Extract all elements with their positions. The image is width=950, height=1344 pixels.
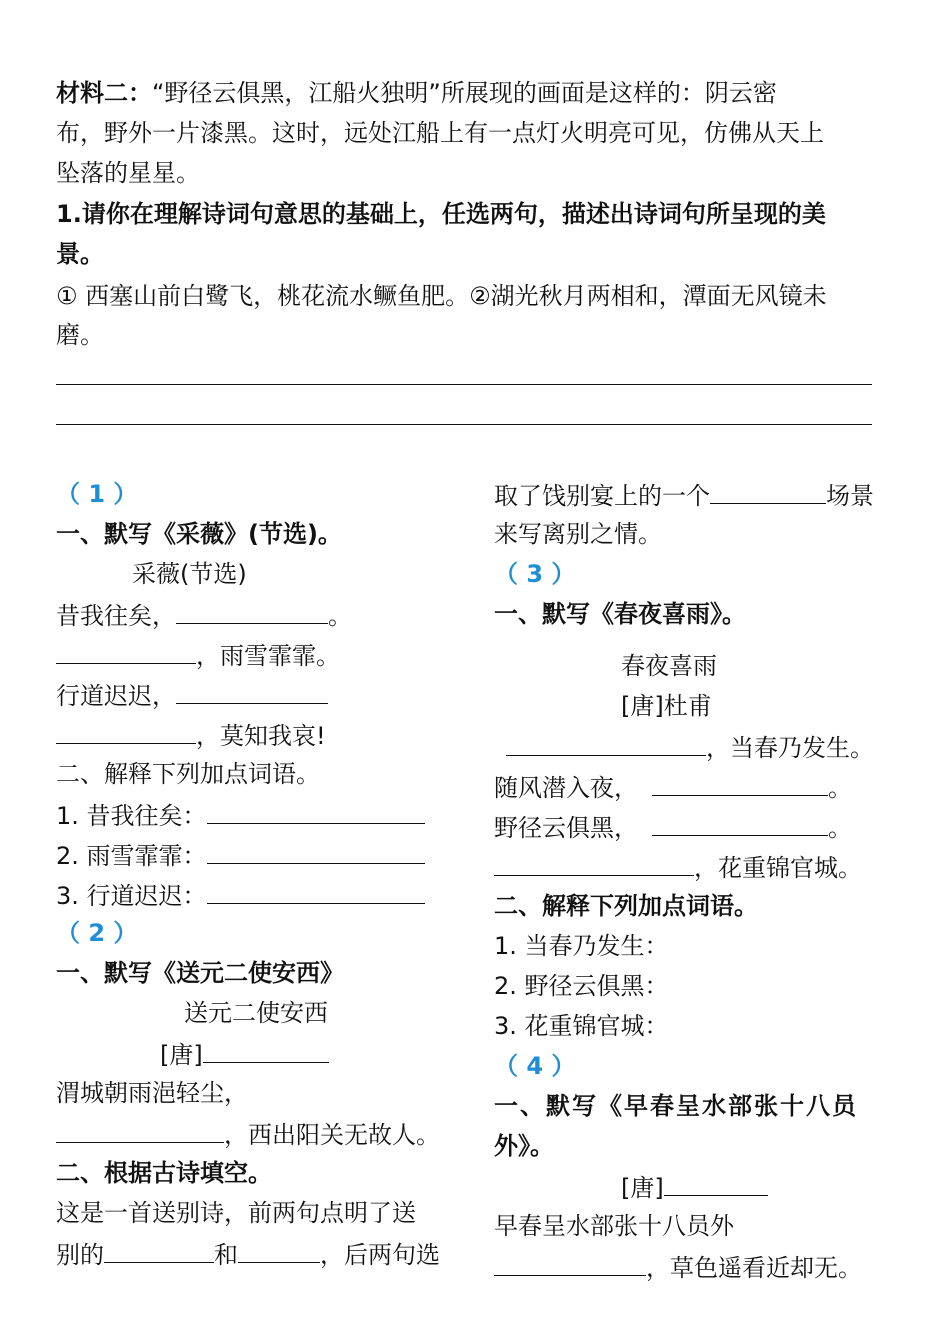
- explain-item: [56, 799, 425, 831]
- poem-text: 野径云俱黑，: [494, 814, 638, 842]
- fill-blank[interactable]: [710, 479, 826, 504]
- fill-blank[interactable]: [238, 1238, 320, 1263]
- paragraph-text: ，后两句选: [320, 1241, 440, 1269]
- fill-blank[interactable]: [652, 811, 828, 836]
- poem-author-line: [160, 1038, 329, 1070]
- fill-blank[interactable]: [56, 639, 196, 664]
- fill-blank[interactable]: [203, 1038, 329, 1063]
- poem-line: [494, 771, 852, 803]
- fill-blank[interactable]: [56, 1118, 224, 1143]
- paragraph-text: 别的: [56, 1241, 104, 1269]
- explain-label: 1. 昔我往矣：: [56, 802, 207, 830]
- section-2-heading-2: 二、根据古诗填空。: [56, 1159, 272, 1187]
- section-2-heading-1: 一、默写《送元二使安西》: [56, 959, 344, 987]
- fill-blank[interactable]: [176, 679, 328, 704]
- poem-line: [56, 1118, 440, 1150]
- fill-blank[interactable]: [176, 599, 328, 624]
- poem-text: 。: [328, 602, 352, 630]
- poem-text: 行道迟迟，: [56, 682, 176, 710]
- paragraph-line: 来写离别之情。: [494, 520, 662, 548]
- section-1-number: （ 1 ）: [56, 480, 138, 508]
- fill-blank[interactable]: [207, 879, 425, 904]
- poem-author: [唐]杜甫: [621, 692, 712, 720]
- explain-item: 3. 花重锦官城：: [494, 1012, 669, 1040]
- paragraph-text: 和: [214, 1241, 238, 1269]
- poem-line: [506, 731, 874, 763]
- material-line-2: 布，野外一片漆黑。这时，远处江船上有一点灯火明亮可见，仿佛从天上: [56, 119, 824, 147]
- poem-text: ，雨雪霏霏。: [196, 642, 340, 670]
- question-line-2: 景。: [56, 240, 104, 268]
- poem-text: 。: [828, 774, 852, 802]
- poem-text: ，花重锦官城。: [694, 854, 862, 882]
- section-1-heading-2: 二、解释下列加点词语。: [56, 760, 320, 788]
- fill-blank[interactable]: [207, 839, 425, 864]
- poem-text: ，西出阳关无故人。: [224, 1121, 440, 1149]
- material-line-3: 坠落的星星。: [56, 159, 200, 187]
- fill-blank[interactable]: [56, 719, 196, 744]
- paragraph-text: 场景: [826, 482, 874, 510]
- options-line-1: ① 西塞山前白鹭飞，桃花流水鳜鱼肥。②湖光秋月两相和，潭面无风镜未: [56, 282, 827, 310]
- poem-text: ，当春乃发生。: [706, 734, 874, 762]
- paragraph-line: [56, 1238, 440, 1270]
- section-3-number: （ 3 ）: [494, 560, 576, 588]
- section-4-heading-1-cont: 外》。: [494, 1132, 554, 1160]
- material-label: 材料二：: [56, 79, 152, 107]
- explain-item: [56, 839, 425, 871]
- poem-text: ，草色遥看近却无。: [646, 1254, 862, 1282]
- poem-line: 渭城朝雨浥轻尘，: [56, 1079, 248, 1107]
- poem-line: [494, 811, 852, 843]
- dynasty: [唐]: [621, 1174, 664, 1202]
- fill-blank[interactable]: [104, 1238, 214, 1263]
- explain-label: 3. 行道迟迟：: [56, 882, 207, 910]
- paragraph-line: [494, 479, 874, 511]
- section-4-number: （ 4 ）: [494, 1052, 576, 1080]
- options-line-2: 磨。: [56, 321, 104, 349]
- explain-label: 2. 雨雪霏霏：: [56, 842, 207, 870]
- poem-line: [56, 639, 340, 671]
- poem-title-zaochun: 早春呈水部张十八员外: [494, 1212, 734, 1240]
- fill-blank[interactable]: [494, 851, 694, 876]
- poem-line: [494, 851, 862, 883]
- section-4-heading-1: 一、默写《早春呈水部张十八员: [494, 1092, 858, 1120]
- question-line-1: 1.请你在理解诗词句意思的基础上，任选两句，描述出诗词句所呈现的美: [56, 200, 826, 228]
- poem-line: [56, 599, 352, 631]
- section-3-heading-2: 二、解释下列加点词语。: [494, 892, 758, 920]
- fill-blank[interactable]: [207, 799, 425, 824]
- poem-line: [56, 679, 328, 711]
- fill-blank[interactable]: [506, 731, 706, 756]
- poem-text: 。: [828, 814, 852, 842]
- paragraph-text: 取了饯别宴上的一个: [494, 482, 710, 510]
- material-line-1: [56, 78, 777, 108]
- explain-item: [56, 879, 425, 911]
- paragraph-line: 这是一首送别诗，前两句点明了送: [56, 1199, 416, 1227]
- poem-text: 昔我往矣，: [56, 602, 176, 630]
- poem-title-songyuaner: 送元二使安西: [184, 999, 328, 1027]
- explain-item: 1. 当春乃发生：: [494, 932, 669, 960]
- section-2-number: （ 2 ）: [56, 919, 138, 947]
- poem-line: [494, 1251, 862, 1283]
- poem-title-chunye: 春夜喜雨: [621, 652, 717, 680]
- material-text-1: “野径云俱黑，江船火独明”所展现的画面是这样的：阴云密: [152, 79, 777, 107]
- explain-item: 2. 野径云俱黑：: [494, 972, 669, 1000]
- poem-line: [56, 719, 326, 751]
- fill-blank[interactable]: [652, 771, 828, 796]
- poem-author-line: [621, 1171, 768, 1203]
- poem-text: ，莫知我哀!: [196, 722, 326, 750]
- answer-line-2[interactable]: [56, 424, 872, 425]
- fill-blank[interactable]: [664, 1171, 768, 1196]
- dynasty: [唐]: [160, 1041, 203, 1069]
- poem-text: 随风潜入夜，: [494, 774, 638, 802]
- section-3-heading-1: 一、默写《春夜喜雨》。: [494, 600, 746, 628]
- section-1-heading-1: 一、默写《采薇》(节选)。: [56, 520, 342, 548]
- fill-blank[interactable]: [494, 1251, 646, 1276]
- poem-title-caiwei: 采薇(节选): [132, 560, 247, 588]
- answer-line-1[interactable]: [56, 384, 872, 385]
